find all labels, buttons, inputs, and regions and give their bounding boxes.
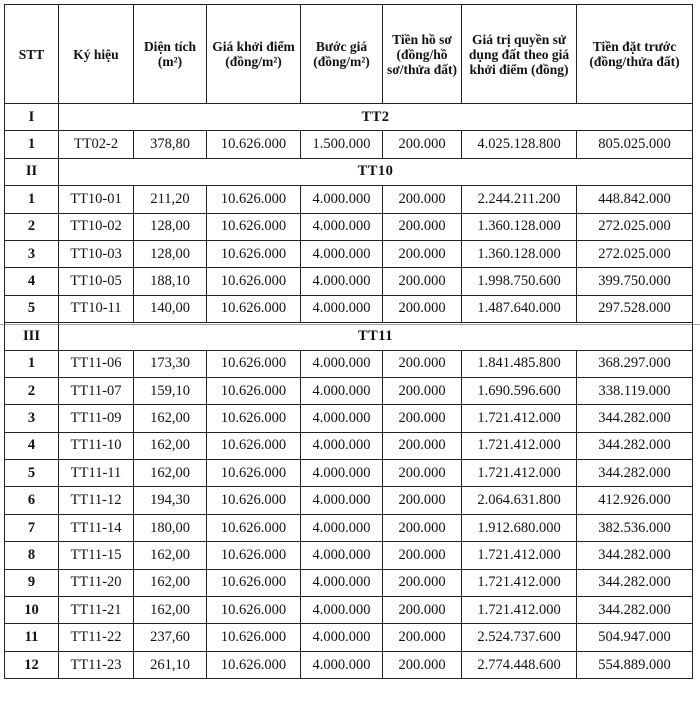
table-row bbox=[5, 268, 693, 295]
row-deposit: 368.297.000 bbox=[577, 350, 693, 377]
row-deposit: 399.750.000 bbox=[577, 268, 693, 295]
row-start-price: 10.626.000 bbox=[207, 377, 301, 404]
row-deposit: 554.889.000 bbox=[577, 651, 693, 678]
row-deposit: 344.282.000 bbox=[577, 542, 693, 569]
row-land-value: 2.524.737.600 bbox=[462, 624, 577, 651]
group-name: TT2 bbox=[59, 104, 693, 131]
row-stt: 10 bbox=[5, 597, 59, 624]
row-stt: 1 bbox=[5, 186, 59, 213]
row-start-price: 10.626.000 bbox=[207, 569, 301, 596]
row-dossier-fee: 200.000 bbox=[383, 460, 462, 487]
row-dossier-fee: 200.000 bbox=[383, 240, 462, 267]
row-price-step: 4.000.000 bbox=[301, 460, 383, 487]
row-code: TT11-22 bbox=[59, 624, 134, 651]
row-land-value: 1.721.412.000 bbox=[462, 432, 577, 459]
row-dossier-fee: 200.000 bbox=[383, 487, 462, 514]
row-code: TT11-11 bbox=[59, 460, 134, 487]
table-row bbox=[5, 131, 693, 158]
row-start-price: 10.626.000 bbox=[207, 542, 301, 569]
header-code: Ký hiệu bbox=[59, 5, 134, 104]
group-number: II bbox=[5, 158, 59, 185]
row-land-value: 1.721.412.000 bbox=[462, 542, 577, 569]
table-row bbox=[5, 432, 693, 459]
group-name: TT11 bbox=[59, 323, 693, 350]
row-price-step: 4.000.000 bbox=[301, 350, 383, 377]
table-row bbox=[5, 377, 693, 404]
row-price-step: 4.000.000 bbox=[301, 487, 383, 514]
table-body bbox=[5, 104, 693, 679]
row-area: 261,10 bbox=[134, 651, 207, 678]
row-area: 159,10 bbox=[134, 377, 207, 404]
row-stt: 1 bbox=[5, 131, 59, 158]
header-price-step: Bước giá (đồng/m²) bbox=[301, 5, 383, 104]
row-start-price: 10.626.000 bbox=[207, 624, 301, 651]
row-code: TT10-05 bbox=[59, 268, 134, 295]
row-code: TT11-07 bbox=[59, 377, 134, 404]
row-start-price: 10.626.000 bbox=[207, 350, 301, 377]
row-price-step: 4.000.000 bbox=[301, 213, 383, 240]
table-row bbox=[5, 240, 693, 267]
row-price-step: 4.000.000 bbox=[301, 651, 383, 678]
row-stt: 12 bbox=[5, 651, 59, 678]
row-price-step: 4.000.000 bbox=[301, 432, 383, 459]
row-code: TT11-10 bbox=[59, 432, 134, 459]
table-row bbox=[5, 405, 693, 432]
row-price-step: 4.000.000 bbox=[301, 597, 383, 624]
row-area: 194,30 bbox=[134, 487, 207, 514]
row-stt: 5 bbox=[5, 295, 59, 322]
row-code: TT11-23 bbox=[59, 651, 134, 678]
row-deposit: 344.282.000 bbox=[577, 460, 693, 487]
row-stt: 4 bbox=[5, 268, 59, 295]
row-deposit: 272.025.000 bbox=[577, 240, 693, 267]
row-deposit: 805.025.000 bbox=[577, 131, 693, 158]
row-stt: 11 bbox=[5, 624, 59, 651]
row-deposit: 344.282.000 bbox=[577, 405, 693, 432]
row-start-price: 10.626.000 bbox=[207, 432, 301, 459]
row-deposit: 382.536.000 bbox=[577, 514, 693, 541]
table-row bbox=[5, 542, 693, 569]
row-deposit: 272.025.000 bbox=[577, 213, 693, 240]
row-land-value: 1.841.485.800 bbox=[462, 350, 577, 377]
row-dossier-fee: 200.000 bbox=[383, 514, 462, 541]
row-code: TT10-03 bbox=[59, 240, 134, 267]
row-dossier-fee: 200.000 bbox=[383, 131, 462, 158]
row-price-step: 4.000.000 bbox=[301, 295, 383, 322]
row-deposit: 344.282.000 bbox=[577, 432, 693, 459]
group-row bbox=[5, 323, 693, 350]
row-code: TT11-21 bbox=[59, 597, 134, 624]
row-stt: 3 bbox=[5, 405, 59, 432]
row-area: 140,00 bbox=[134, 295, 207, 322]
row-deposit: 504.947.000 bbox=[577, 624, 693, 651]
row-dossier-fee: 200.000 bbox=[383, 432, 462, 459]
row-stt: 3 bbox=[5, 240, 59, 267]
group-number: I bbox=[5, 104, 59, 131]
row-land-value: 2.774.448.600 bbox=[462, 651, 577, 678]
row-dossier-fee: 200.000 bbox=[383, 295, 462, 322]
row-land-value: 1.998.750.600 bbox=[462, 268, 577, 295]
row-area: 162,00 bbox=[134, 405, 207, 432]
row-land-value: 2.064.631.800 bbox=[462, 487, 577, 514]
row-price-step: 4.000.000 bbox=[301, 514, 383, 541]
table-row bbox=[5, 651, 693, 678]
row-code: TT02-2 bbox=[59, 131, 134, 158]
row-dossier-fee: 200.000 bbox=[383, 651, 462, 678]
row-price-step: 4.000.000 bbox=[301, 186, 383, 213]
row-start-price: 10.626.000 bbox=[207, 651, 301, 678]
row-land-value: 1.360.128.000 bbox=[462, 213, 577, 240]
row-code: TT11-12 bbox=[59, 487, 134, 514]
row-area: 162,00 bbox=[134, 460, 207, 487]
group-number: III bbox=[5, 323, 59, 350]
row-area: 180,00 bbox=[134, 514, 207, 541]
row-dossier-fee: 200.000 bbox=[383, 186, 462, 213]
row-area: 128,00 bbox=[134, 240, 207, 267]
row-price-step: 4.000.000 bbox=[301, 240, 383, 267]
row-code: TT11-06 bbox=[59, 350, 134, 377]
row-deposit: 344.282.000 bbox=[577, 569, 693, 596]
row-price-step: 4.000.000 bbox=[301, 377, 383, 404]
table-header bbox=[5, 5, 693, 104]
row-price-step: 4.000.000 bbox=[301, 405, 383, 432]
table-row bbox=[5, 350, 693, 377]
row-stt: 8 bbox=[5, 542, 59, 569]
row-dossier-fee: 200.000 bbox=[383, 597, 462, 624]
row-stt: 7 bbox=[5, 514, 59, 541]
row-dossier-fee: 200.000 bbox=[383, 542, 462, 569]
row-land-value: 1.721.412.000 bbox=[462, 597, 577, 624]
row-price-step: 1.500.000 bbox=[301, 131, 383, 158]
group-name: TT10 bbox=[59, 158, 693, 185]
row-stt: 2 bbox=[5, 213, 59, 240]
row-land-value: 1.360.128.000 bbox=[462, 240, 577, 267]
row-deposit: 297.528.000 bbox=[577, 295, 693, 322]
row-area: 162,00 bbox=[134, 569, 207, 596]
row-area: 378,80 bbox=[134, 131, 207, 158]
row-start-price: 10.626.000 bbox=[207, 268, 301, 295]
row-start-price: 10.626.000 bbox=[207, 514, 301, 541]
header-dossier-fee: Tiền hồ sơ (đồng/hồ sơ/thửa đất) bbox=[383, 5, 462, 104]
row-code: TT11-20 bbox=[59, 569, 134, 596]
row-start-price: 10.626.000 bbox=[207, 213, 301, 240]
header-row bbox=[5, 5, 693, 104]
row-area: 237,60 bbox=[134, 624, 207, 651]
row-deposit: 338.119.000 bbox=[577, 377, 693, 404]
table-row bbox=[5, 569, 693, 596]
row-price-step: 4.000.000 bbox=[301, 624, 383, 651]
header-stt: STT bbox=[5, 5, 59, 104]
row-deposit: 412.926.000 bbox=[577, 487, 693, 514]
header-start-price: Giá khởi điểm (đồng/m²) bbox=[207, 5, 301, 104]
row-start-price: 10.626.000 bbox=[207, 186, 301, 213]
header-land-value: Giá trị quyền sử dụng đất theo giá khởi điểm (đồng) bbox=[462, 5, 577, 104]
row-start-price: 10.626.000 bbox=[207, 131, 301, 158]
row-dossier-fee: 200.000 bbox=[383, 268, 462, 295]
row-land-value: 4.025.128.800 bbox=[462, 131, 577, 158]
row-land-value: 1.912.680.000 bbox=[462, 514, 577, 541]
row-land-value: 1.721.412.000 bbox=[462, 460, 577, 487]
row-land-value: 1.721.412.000 bbox=[462, 405, 577, 432]
row-stt: 9 bbox=[5, 569, 59, 596]
group-row bbox=[5, 104, 693, 131]
row-start-price: 10.626.000 bbox=[207, 460, 301, 487]
row-price-step: 4.000.000 bbox=[301, 542, 383, 569]
header-area: Diện tích (m²) bbox=[134, 5, 207, 104]
auction-price-table bbox=[4, 4, 693, 679]
row-start-price: 10.626.000 bbox=[207, 487, 301, 514]
row-deposit: 448.842.000 bbox=[577, 186, 693, 213]
row-code: TT10-11 bbox=[59, 295, 134, 322]
row-land-value: 2.244.211.200 bbox=[462, 186, 577, 213]
row-stt: 1 bbox=[5, 350, 59, 377]
row-area: 173,30 bbox=[134, 350, 207, 377]
header-deposit: Tiền đặt trước (đồng/thửa đất) bbox=[577, 5, 693, 104]
row-code: TT11-15 bbox=[59, 542, 134, 569]
row-stt: 4 bbox=[5, 432, 59, 459]
group-row bbox=[5, 158, 693, 185]
row-price-step: 4.000.000 bbox=[301, 268, 383, 295]
row-land-value: 1.487.640.000 bbox=[462, 295, 577, 322]
row-code: TT11-14 bbox=[59, 514, 134, 541]
table-row bbox=[5, 624, 693, 651]
row-area: 162,00 bbox=[134, 542, 207, 569]
row-stt: 6 bbox=[5, 487, 59, 514]
row-dossier-fee: 200.000 bbox=[383, 213, 462, 240]
table-row bbox=[5, 597, 693, 624]
row-area: 128,00 bbox=[134, 213, 207, 240]
row-stt: 2 bbox=[5, 377, 59, 404]
scan-artifact-line bbox=[0, 324, 700, 325]
row-start-price: 10.626.000 bbox=[207, 405, 301, 432]
table-row bbox=[5, 460, 693, 487]
row-dossier-fee: 200.000 bbox=[383, 624, 462, 651]
table-row bbox=[5, 186, 693, 213]
table-row bbox=[5, 487, 693, 514]
row-price-step: 4.000.000 bbox=[301, 569, 383, 596]
table-row bbox=[5, 295, 693, 322]
row-start-price: 10.626.000 bbox=[207, 597, 301, 624]
row-start-price: 10.626.000 bbox=[207, 295, 301, 322]
row-deposit: 344.282.000 bbox=[577, 597, 693, 624]
row-dossier-fee: 200.000 bbox=[383, 377, 462, 404]
row-area: 211,20 bbox=[134, 186, 207, 213]
row-stt: 5 bbox=[5, 460, 59, 487]
row-code: TT10-02 bbox=[59, 213, 134, 240]
row-area: 162,00 bbox=[134, 597, 207, 624]
row-land-value: 1.690.596.600 bbox=[462, 377, 577, 404]
row-land-value: 1.721.412.000 bbox=[462, 569, 577, 596]
row-code: TT10-01 bbox=[59, 186, 134, 213]
row-dossier-fee: 200.000 bbox=[383, 569, 462, 596]
row-dossier-fee: 200.000 bbox=[383, 350, 462, 377]
row-area: 188,10 bbox=[134, 268, 207, 295]
table-row bbox=[5, 213, 693, 240]
row-area: 162,00 bbox=[134, 432, 207, 459]
row-start-price: 10.626.000 bbox=[207, 240, 301, 267]
table-row bbox=[5, 514, 693, 541]
row-dossier-fee: 200.000 bbox=[383, 405, 462, 432]
row-code: TT11-09 bbox=[59, 405, 134, 432]
